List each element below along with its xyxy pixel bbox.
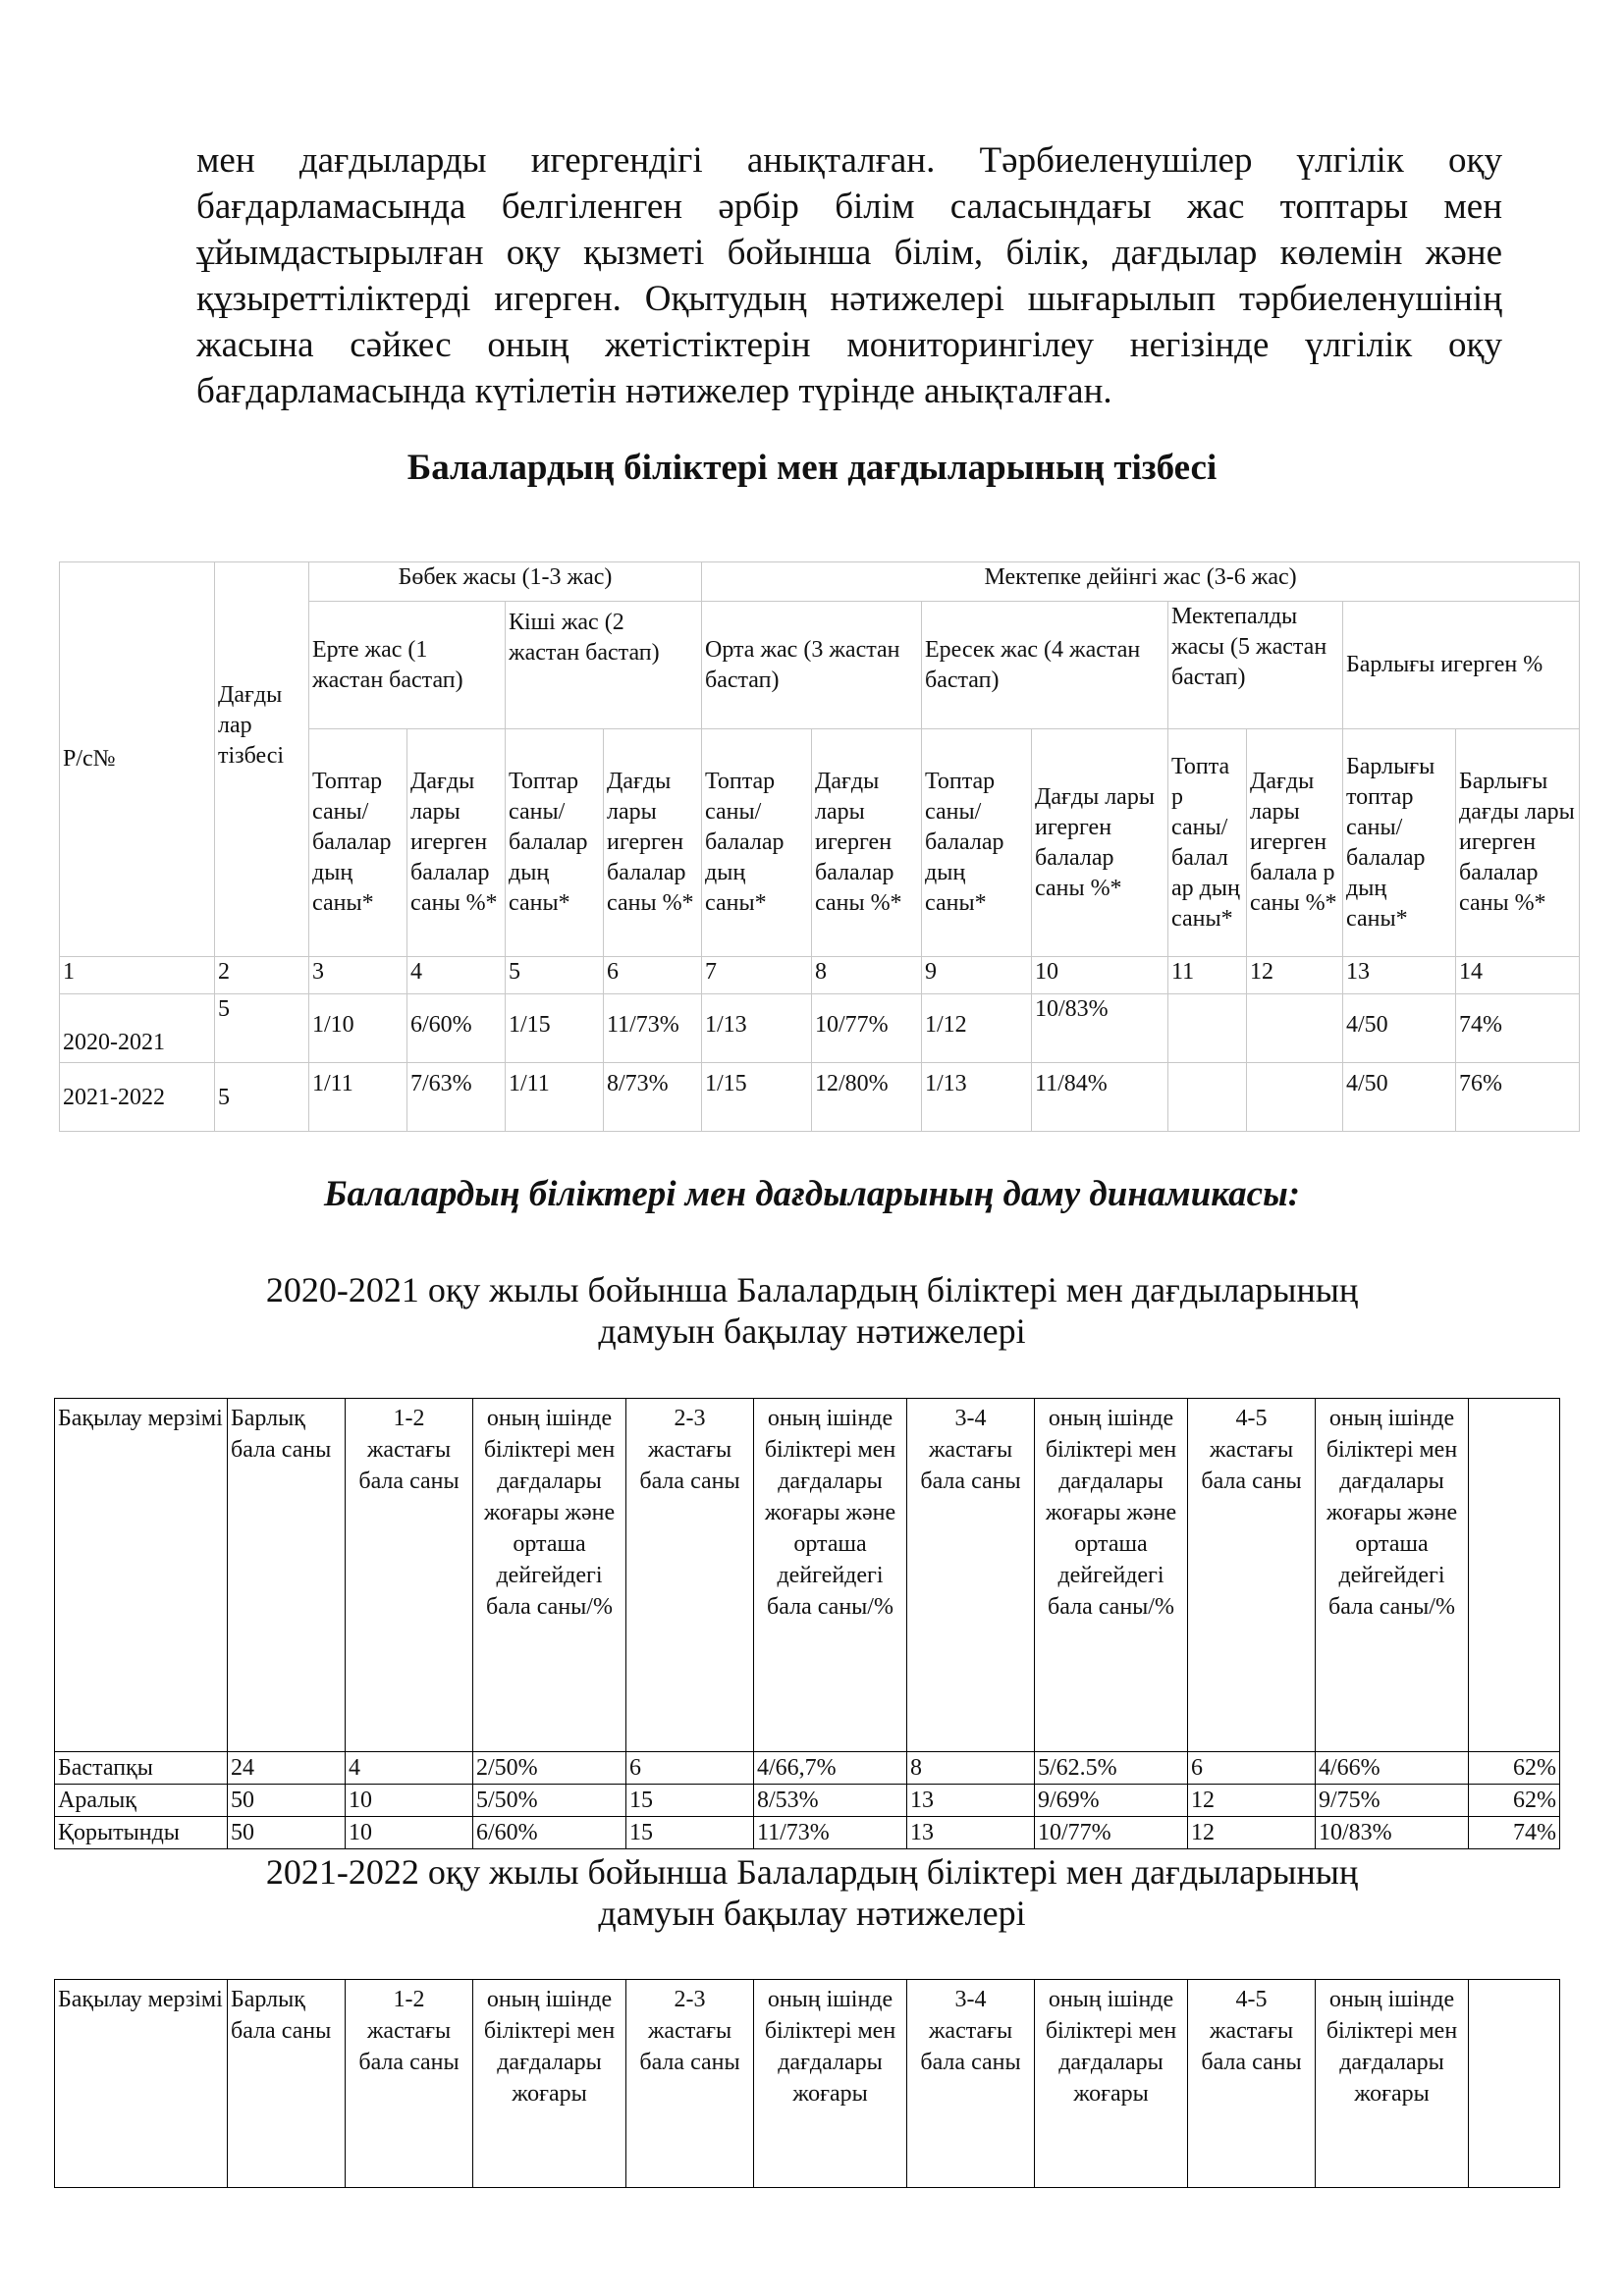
age-1-2-header: 1-2 жастағы бала саны	[346, 1980, 473, 2188]
age-2-3-header: 2-3 жастағы бала саны	[626, 1399, 754, 1752]
age-2-3-header: 2-3 жастағы бала саны	[626, 1980, 754, 2188]
age-3-4-header: 3-4 жастағы бала саны	[907, 1980, 1035, 2188]
groups-count-header: Топтар саны/ балалар дың саны*	[922, 729, 1032, 957]
percent-mastered-header: Дағды лары игерген балалар саны %*	[407, 729, 506, 957]
column-number: 12	[1247, 957, 1343, 994]
table-cell: 1/15	[506, 994, 604, 1063]
table-cell: 6/60%	[407, 994, 506, 1063]
table-cell: 15	[626, 1785, 754, 1817]
total-percent-header: Барлығы дағды лары игерген балалар саны %*	[1456, 729, 1580, 957]
table-cell: 50	[228, 1785, 346, 1817]
age-4-5-header: 4-5 жастағы бала саны	[1188, 1399, 1316, 1752]
preschool-group-header: Мектепке дейінгі жас (3-6 жас)	[702, 562, 1580, 602]
table-cell: 12	[1188, 1817, 1316, 1849]
column-number: 3	[309, 957, 407, 994]
table-cell	[1168, 1063, 1247, 1132]
table-cell: 76%	[1456, 1063, 1580, 1132]
infant-group-header: Бөбек жасы (1-3 жас)	[309, 562, 702, 602]
total-children-header: Барлық бала саны	[228, 1980, 346, 2188]
table-cell: 4/66%	[1316, 1752, 1469, 1785]
table-cell: 4/50	[1343, 1063, 1456, 1132]
middle-age-header: Орта жас (3 жастан бастап)	[702, 602, 922, 729]
table-cell: 24	[228, 1752, 346, 1785]
level-header: оның ішінде біліктері мен дағдалары жоғары	[1035, 1980, 1188, 2188]
section1-title-line2: дамуын бақылау нәтижелері	[598, 1311, 1026, 1351]
column-number: 8	[812, 957, 922, 994]
table-cell: 6	[1188, 1752, 1316, 1785]
table-cell: 9/75%	[1316, 1785, 1469, 1817]
table-cell: 50	[228, 1817, 346, 1849]
table-cell	[1247, 1063, 1343, 1132]
column-number: 6	[604, 957, 702, 994]
total-mastered-header: Барлығы игерген %	[1343, 602, 1580, 729]
table-cell: 12	[1188, 1785, 1316, 1817]
level-header: оның ішінде біліктері мен дағдалары жоғары	[1316, 1980, 1469, 2188]
table-cell: Аралық	[55, 1785, 228, 1817]
column-number: 2	[215, 957, 309, 994]
dynamics-title: Балалардың біліктері мен дағдыларының даму динамикасы:	[323, 1174, 1301, 1214]
column-number: 14	[1456, 957, 1580, 994]
table-cell: 2021-2022	[60, 1063, 215, 1132]
column-number: 1	[60, 957, 215, 994]
table-cell: 1/10	[309, 994, 407, 1063]
table-cell	[1168, 994, 1247, 1063]
monitoring-table-2021-2022	[54, 1979, 1560, 2188]
level-header: оның ішінде біліктері мен дағдалары жоғары және орташа дейгейдегі бала саны/%	[473, 1399, 626, 1752]
period-header: Бақылау мерзімі	[55, 1399, 228, 1752]
table-row	[60, 1063, 1580, 1132]
table-cell: 11/84%	[1032, 1063, 1168, 1132]
section2-title-line1: 2021-2022 оқу жылы бойынша Балалардың біліктері мен дағдыларының	[265, 1852, 1359, 1892]
total-groups-header: Барлығы топтар саны/ балалар дың саны*	[1343, 729, 1456, 957]
column-number: 7	[702, 957, 812, 994]
monitoring-table-2020-2021	[54, 1398, 1560, 1849]
empty-header	[1469, 1980, 1560, 2188]
table-cell: 8/53%	[754, 1785, 907, 1817]
column-number: 11	[1168, 957, 1247, 994]
percent-mastered-header: Дағды лары игерген балалар саны %*	[604, 729, 702, 957]
level-header: оның ішінде біліктері мен дағдалары жоғары және орташа дейгейдегі бала саны/%	[1035, 1399, 1188, 1752]
table-cell: 1/11	[309, 1063, 407, 1132]
groups-count-header: Топтар саны/ балалар дың саны*	[702, 729, 812, 957]
table-cell: 4	[346, 1752, 473, 1785]
table-row	[55, 1785, 1560, 1817]
table-cell: 7/63%	[407, 1063, 506, 1132]
table-cell: 10	[346, 1785, 473, 1817]
table-cell: 74%	[1456, 994, 1580, 1063]
table-cell: 13	[907, 1785, 1035, 1817]
table-cell: 1/12	[922, 994, 1032, 1063]
table-cell: 10/83%	[1032, 994, 1168, 1063]
table-cell: 1/13	[922, 1063, 1032, 1132]
table-cell: 5	[215, 1063, 309, 1132]
percent-mastered-header: Дағды лары игерген балалар саны %*	[1032, 729, 1168, 957]
groups-count-header: Топтар саны/ балалар дың саны*	[506, 729, 604, 957]
column-number: 4	[407, 957, 506, 994]
skills-list-table	[59, 561, 1580, 1132]
table-cell: 2020-2021	[60, 994, 215, 1063]
table-cell	[1247, 994, 1343, 1063]
section2-title-line2: дамуын бақылау нәтижелері	[598, 1894, 1026, 1933]
skills-header: Дағды лар тізбесі	[215, 562, 309, 957]
table-cell: 1/11	[506, 1063, 604, 1132]
table-row	[55, 1817, 1560, 1849]
table-cell: 15	[626, 1817, 754, 1849]
empty-header	[1469, 1399, 1560, 1752]
percent-mastered-header: Дағды лары игерген балалар саны %*	[812, 729, 922, 957]
table-cell: Қорытынды	[55, 1817, 228, 1849]
column-number: 9	[922, 957, 1032, 994]
table-cell: Бастапқы	[55, 1752, 228, 1785]
age-4-5-header: 4-5 жастағы бала саны	[1188, 1980, 1316, 2188]
table-cell: 74%	[1469, 1817, 1560, 1849]
column-number: 13	[1343, 957, 1456, 994]
period-header: Бақылау мерзімі	[55, 1980, 228, 2188]
groups-count-header: Топтар саны/ балалар дың саны*	[309, 729, 407, 957]
table-cell: 13	[907, 1817, 1035, 1849]
table-cell: 6	[626, 1752, 754, 1785]
table-cell: 4/50	[1343, 994, 1456, 1063]
column-number: 10	[1032, 957, 1168, 994]
level-header: оның ішінде біліктері мен дағдалары жоғары	[754, 1980, 907, 2188]
age-1-2-header: 1-2 жастағы бала саны	[346, 1399, 473, 1752]
table-cell: 10/77%	[812, 994, 922, 1063]
table-cell: 11/73%	[604, 994, 702, 1063]
table-cell: 11/73%	[754, 1817, 907, 1849]
age-3-4-header: 3-4 жастағы бала саны	[907, 1399, 1035, 1752]
table-row	[60, 994, 1580, 1063]
level-header: оның ішінде біліктері мен дағдалары жоғары	[473, 1980, 626, 2188]
table-cell: 5	[215, 994, 309, 1063]
table-cell: 6/60%	[473, 1817, 626, 1849]
table-cell: 8/73%	[604, 1063, 702, 1132]
table-cell: 10/83%	[1316, 1817, 1469, 1849]
section1-title	[0, 1269, 1624, 1352]
percent-mastered-header: Дағды лары игерген балала р саны %*	[1247, 729, 1343, 957]
table-cell: 10/77%	[1035, 1817, 1188, 1849]
table-row	[55, 1752, 1560, 1785]
prep-age-header: Мектепалды жасы (5 жастан бастап)	[1168, 602, 1343, 729]
skills-list-title: Балалардың біліктері мен дағдыларының тізбесі	[406, 448, 1218, 488]
section2-title	[0, 1851, 1624, 1934]
table-cell: 9/69%	[1035, 1785, 1188, 1817]
intro-paragraph: мен дағдыларды игергендігі анықталған. Тәрбиеленушілер үлгілік оқу бағдарламасында белгіленген әрбір білім саласындағы жас топтары мен ұйымдастырылған оқу қызметі бойынша білім, білік, дағдылар көлемін және құзыреттіліктерді игерген. Оқытудың нәтижелері шығарылып тәрбиеленушінің жасына сәйкес оның жетістіктерін мониторингілеу негізінде үлгілік оқу бағдарламасында күтілетін нәтижелер түрінде анықталған.	[196, 140, 1502, 411]
senior-age-header: Ересек жас (4 жастан бастап)	[922, 602, 1168, 729]
column-number: 5	[506, 957, 604, 994]
early-age-header: Ерте жас (1 жастан бастап)	[309, 602, 506, 729]
table-cell: 1/15	[702, 1063, 812, 1132]
table-cell: 62%	[1469, 1785, 1560, 1817]
section1-title-line1: 2020-2021 оқу жылы бойынша Балалардың біліктері мен дағдыларының	[265, 1270, 1359, 1309]
table-cell: 4/66,7%	[754, 1752, 907, 1785]
level-header: оның ішінде біліктері мен дағдалары жоғары және орташа дейгейдегі бала саны/%	[1316, 1399, 1469, 1752]
rn-header: Р/с№	[60, 562, 215, 957]
junior-age-header: Кіші жас (2 жастан бастап)	[506, 602, 702, 729]
table-cell: 12/80%	[812, 1063, 922, 1132]
groups-count-header: Топта р саны/ балал ар дың саны*	[1168, 729, 1247, 957]
table-cell: 62%	[1469, 1752, 1560, 1785]
table-cell: 8	[907, 1752, 1035, 1785]
table-cell: 5/50%	[473, 1785, 626, 1817]
table-cell: 5/62.5%	[1035, 1752, 1188, 1785]
table-cell: 2/50%	[473, 1752, 626, 1785]
table-cell: 10	[346, 1817, 473, 1849]
level-header: оның ішінде біліктері мен дағдалары жоғары және орташа дейгейдегі бала саны/%	[754, 1399, 907, 1752]
total-children-header: Барлық бала саны	[228, 1399, 346, 1752]
table-cell: 1/13	[702, 994, 812, 1063]
